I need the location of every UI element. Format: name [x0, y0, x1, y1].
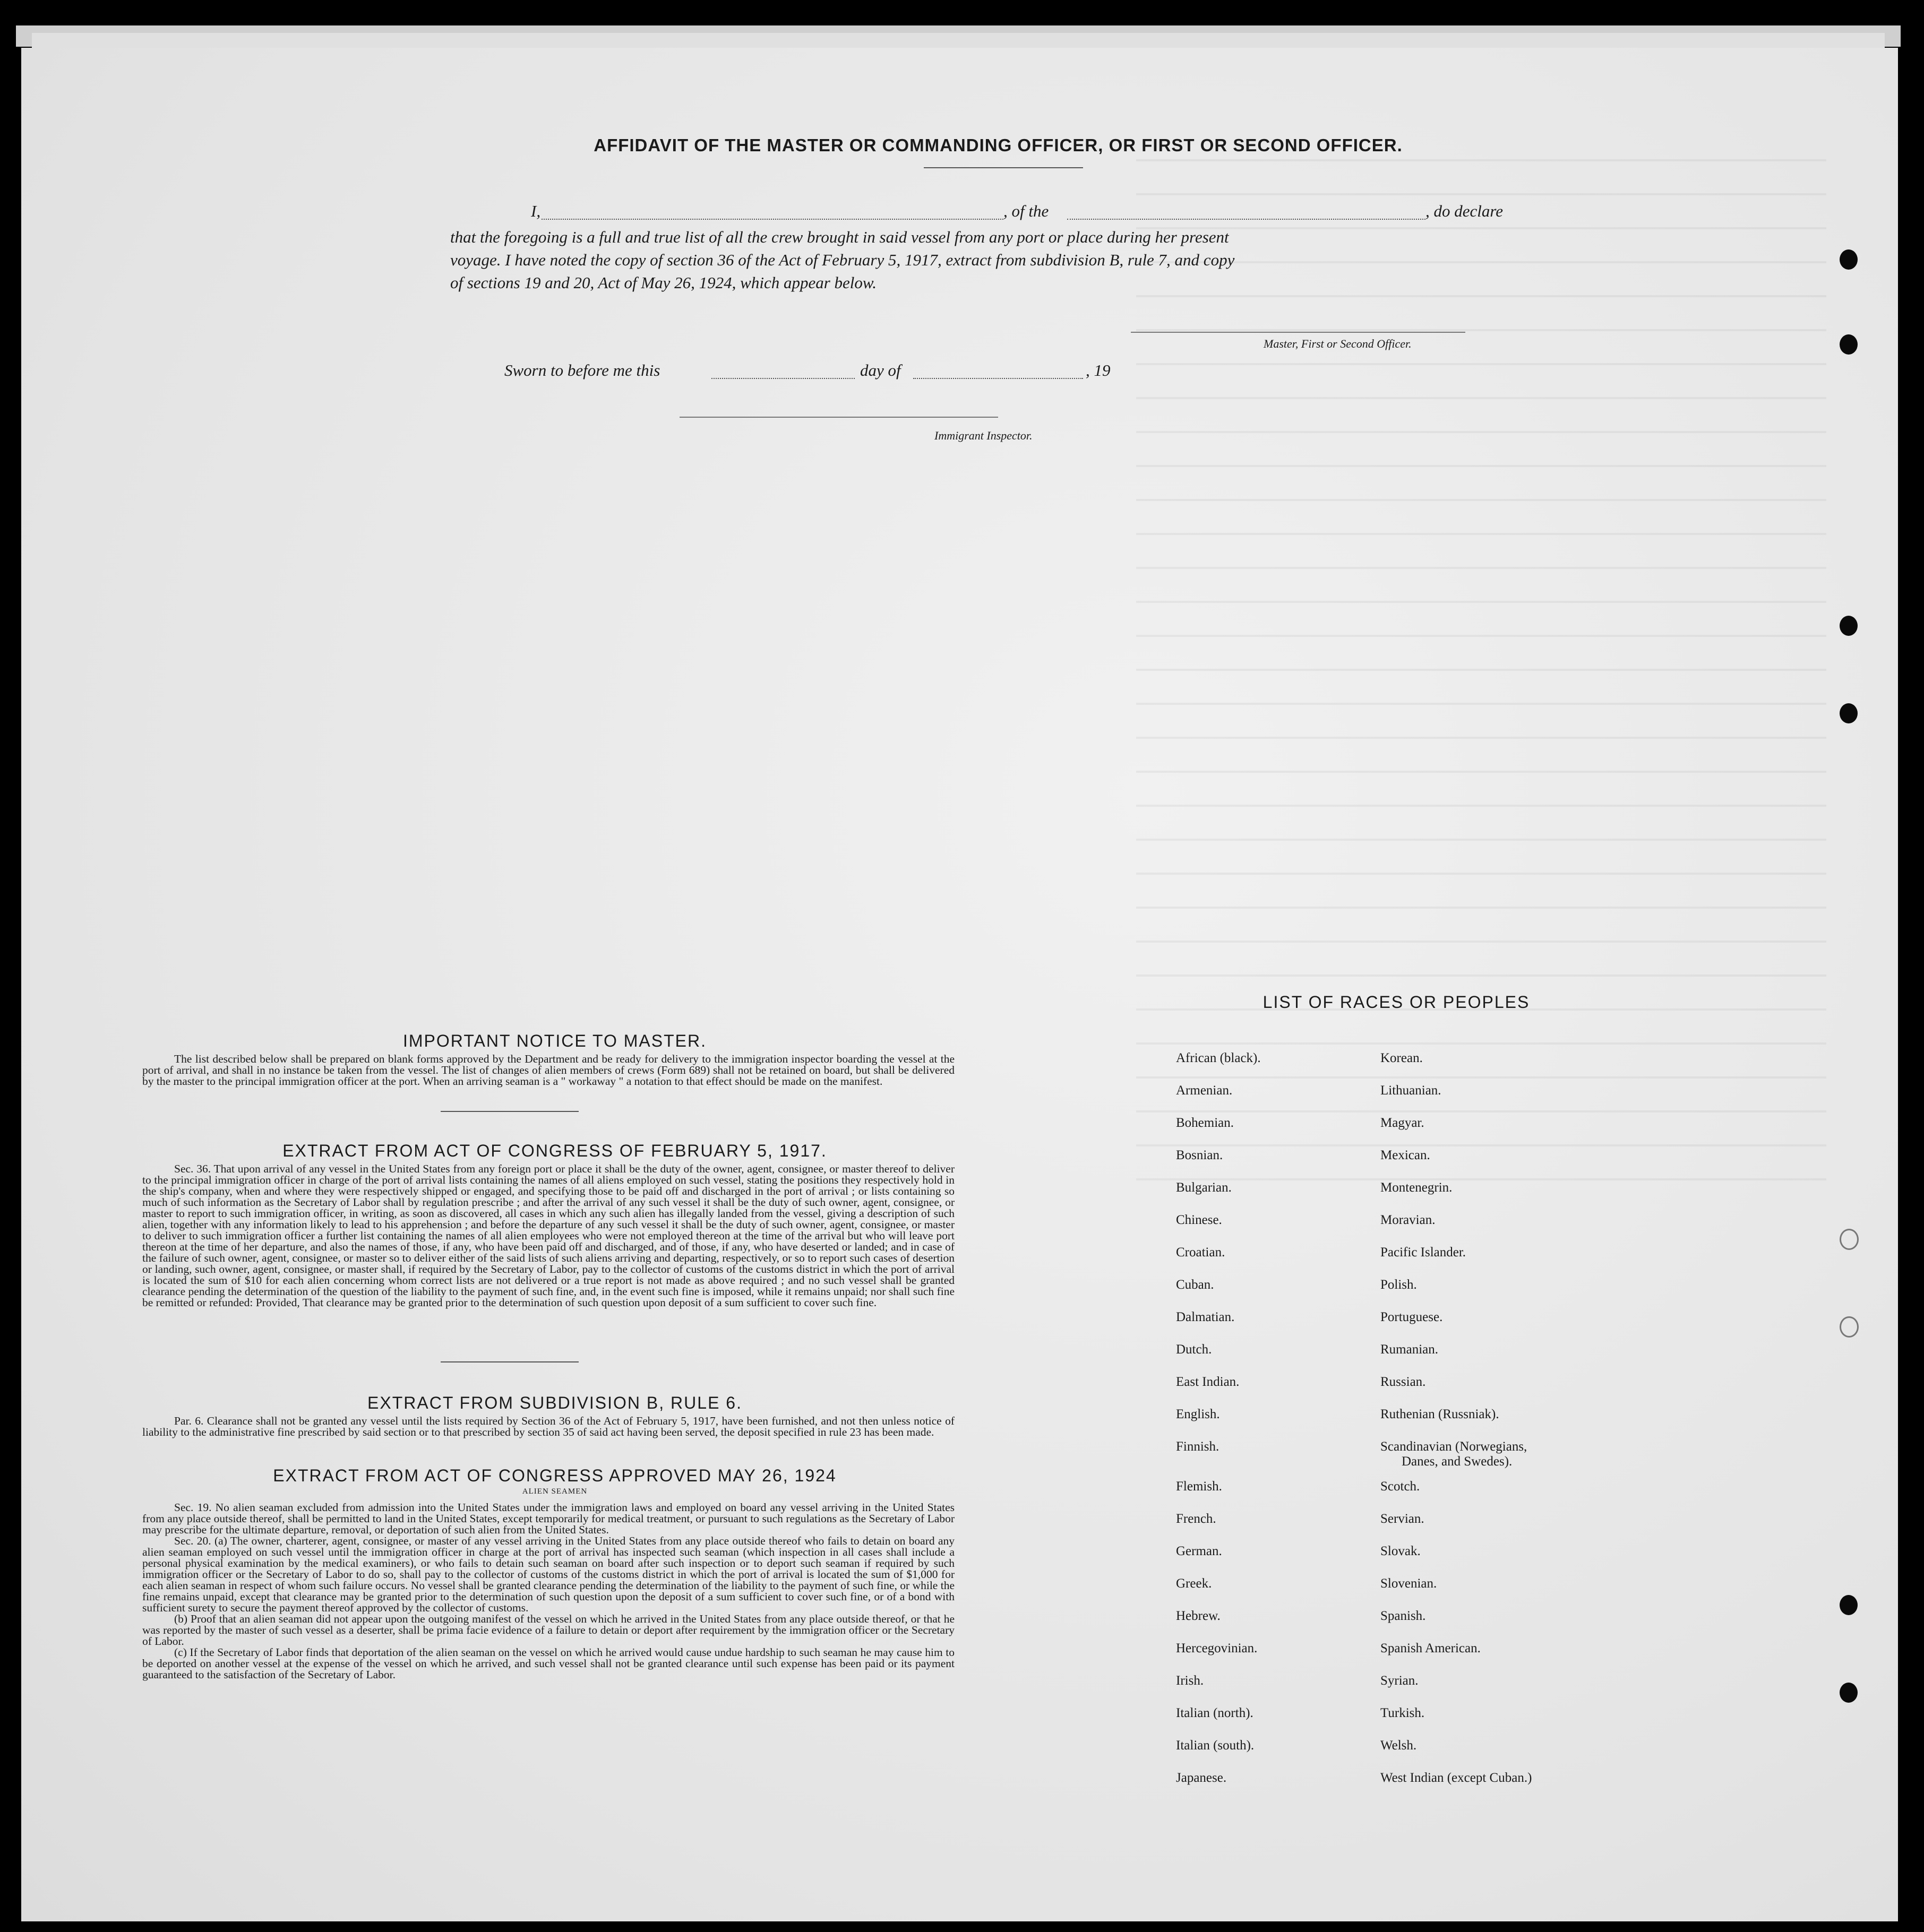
race-item: West Indian (except Cuban.) — [1380, 1771, 1532, 1785]
inspector-signature-label: Immigrant Inspector. — [934, 429, 1033, 442]
declaration-line-2: voyage. I have noted the copy of section 36 of the Act of February 5, 1917, extract from subdivision B, rule 7, and copy — [450, 251, 1235, 269]
paper-edge-mid — [32, 33, 1885, 49]
extract-1917-title: EXTRACT FROM ACT OF CONGRESS OF FEBRUARY 5, 1917. — [282, 1141, 827, 1160]
race-item: Bosnian. — [1176, 1148, 1223, 1162]
day-of-label: day of — [860, 361, 901, 380]
sworn-label: Sworn to before me this — [504, 361, 660, 380]
race-item: Welsh. — [1380, 1738, 1417, 1753]
race-item: Korean. — [1380, 1051, 1423, 1065]
race-item: Cuban. — [1176, 1278, 1214, 1292]
year-label: , 19 — [1086, 361, 1111, 380]
notice-title: IMPORTANT NOTICE TO MASTER. — [403, 1031, 707, 1050]
race-item: Japanese. — [1176, 1771, 1227, 1785]
race-item: Chinese. — [1176, 1213, 1222, 1227]
race-item: Bohemian. — [1176, 1116, 1234, 1130]
race-item: Italian (north). — [1176, 1706, 1253, 1720]
sworn-month-blank[interactable] — [913, 378, 1083, 379]
race-item: Greek. — [1176, 1576, 1212, 1591]
race-item: Turkish. — [1380, 1706, 1425, 1720]
race-item: Hebrew. — [1176, 1609, 1221, 1623]
notice-rule — [441, 1111, 579, 1112]
binder-hole-icon — [1840, 616, 1858, 636]
race-item: Spanish. — [1380, 1609, 1426, 1623]
race-item: Lithuanian. — [1380, 1083, 1441, 1098]
race-item: Danes, and Swedes). — [1402, 1454, 1513, 1469]
declaration-line — [531, 202, 1534, 225]
inspector-signature-line[interactable] — [680, 417, 998, 418]
race-item: African (black). — [1176, 1051, 1261, 1065]
binder-hole-icon — [1840, 703, 1858, 723]
declaration-line-1: that the foregoing is a full and true list of all the crew brought in said vessel from any port or place during her present — [450, 228, 1229, 246]
race-item: Rumanian. — [1380, 1342, 1439, 1357]
affidavit-title-rule — [924, 167, 1083, 168]
race-item: Magyar. — [1380, 1116, 1424, 1130]
race-item: English. — [1176, 1407, 1220, 1421]
notice-body: The list described below shall be prepared on blank forms approved by the Department and be ready for delivery to the immigration inspector boarding the vessel at the port of arrival, and shall in no instance be taken from the vessel. The list of changes of alien members of crews (Form 689) shall not be retained on board, but shall be delivered by the master to the principal immigration officer at the port. When an arriving seaman is a " workaway " a notation to that effect should be made on the manifest. — [142, 1053, 955, 1088]
sworn-line — [504, 361, 1141, 384]
binder-hole-open-icon — [1840, 1316, 1859, 1338]
race-item: Dalmatian. — [1176, 1310, 1235, 1324]
sec20a-text: Sec. 20. (a) The owner, charterer, agent, consignee, or master of any vessel arriving in the United States from any place outside thereof who fails to detain on board any alien seaman employed on such vessel until the immigration officer in charge at the port of arrival has inspected such seaman (which inspection in all cases shall include a personal physical examination by the medical examiners), or who fails to detain such seaman on board after such inspection or to deport such seaman if required by such immigration officer or the Secretary of Labor to do so, shall pay to the collector of customs of the customs district in which the port of arrival is located the sum of $1,000 for each alien seaman in respect of whom such failure occurs. No vessel shall be granted clearance pending the determination of the liability to the payment of such fine, or while the fine remains unpaid, except that clearance may be granted prior to the determination of such question upon the deposit of a sum sufficient to cover such fine, or of a bond with sufficient surety to secure the payment thereof approved by the collector of customs. — [142, 1534, 955, 1614]
race-item: Slovak. — [1380, 1544, 1421, 1558]
declaration-line-3: of sections 19 and 20, Act of May 26, 1924, which appear below. — [450, 273, 877, 292]
affidavit-title: AFFIDAVIT OF THE MASTER OR COMMANDING OFFICER, OR FIRST OR SECOND OFFICER. — [594, 135, 1403, 155]
race-item: Flemish. — [1176, 1479, 1222, 1494]
extract-1924-body — [142, 1502, 955, 1680]
race-item: Dutch. — [1176, 1342, 1212, 1357]
document-page — [21, 48, 1898, 1921]
master-signature-label: Master, First or Second Officer. — [1264, 337, 1412, 350]
of-the-label: , of the — [1003, 202, 1049, 220]
race-item: Ruthenian (Russniak). — [1380, 1407, 1499, 1421]
race-item: Russian. — [1380, 1375, 1426, 1389]
i-label: I, — [531, 202, 541, 220]
race-item: Irish. — [1176, 1674, 1204, 1688]
binder-hole-icon — [1840, 334, 1858, 355]
race-item: Scandinavian (Norwegians, — [1380, 1439, 1527, 1454]
sec19-text: Sec. 19. No alien seaman excluded from admission into the United States under the immigration laws and employed on board any vessel arriving in the United States from any place outside thereof, shall be permitted to land in the United States, except temporarily for medical treatment, or pursuant to such regulations as the Secretary of Labor may prescribe for the ultimate departure, removal, or deportation of such alien from the United States. — [142, 1501, 955, 1536]
race-item: French. — [1176, 1512, 1216, 1526]
race-item: Croatian. — [1176, 1245, 1225, 1260]
race-item: Scotch. — [1380, 1479, 1420, 1494]
alien-seamen-subtitle: ALIEN SEAMEN — [522, 1487, 588, 1496]
extract-1917-rule — [441, 1361, 579, 1362]
race-item: Mexican. — [1380, 1148, 1430, 1162]
race-item: Spanish American. — [1380, 1641, 1481, 1655]
sec20b-text: (b) Proof that an alien seaman did not appear upon the outgoing manifest of the vessel on which he arrived in the United States from any place outside thereof, or that he was reported by the master of such vessel as a deserter, shall be prima facie evidence of a failure to detain or deport after requirement by the immigration officer or the Secretary of Labor. — [142, 1612, 955, 1648]
rule6-title: EXTRACT FROM SUBDIVISION B, RULE 6. — [367, 1393, 742, 1412]
sworn-day-blank[interactable] — [711, 378, 855, 379]
extract-1917-body: Sec. 36. That upon arrival of any vessel in the United States from any foreign port or place it shall be the duty of the owner, agent, consignee, or master thereof to deliver to the principal immigration officer in charge of the port of arrival lists containing the names of all aliens employed on such vessel, stating the positions they respectively hold in the ship's company, when and where they were respectively shipped or engaged, and specifying those to be paid off and discharged in the port of arrival ; or lists containing so much of such information as the Secretary of Labor shall by regulation prescribe ; and after the arrival of any such vessel it shall be the duty of such owner, agent, consignee, or master to report to such immigration officer, in writing, as soon as discovered, all cases in which any such alien has illegally landed from the vessel, giving a description of such alien, together with any information likely to lead to his apprehension ; and before the departure of any such vessel it shall be the duty of such owner, agent, consignee, or master to deliver to such immigration officer a further list containing the names of all alien employees who were not employed thereon at the time of the arrival but who will leave port thereon at the time of her departure, and also the names of those, if any, who have been paid off and discharged, and of those, if any, who have deserted or landed; and in case of the failure of such owner, agent, consignee, or master so to deliver either of the said lists of such aliens arriving and departing, respectively, or so to report such cases of desertion or landing, such owner, agent, consignee, or master shall, if required by the Secretary of Labor, pay to the collector of customs of the customs district in which the port of arrival is located the sum of $10 for each alien concerning whom correct lists are not delivered or a true report is not made as above required ; and no such vessel shall be granted clearance pending the determination of the question of the liability to the payment of such fine, and, in the event such fine is imposed, while it remains unpaid; nor shall such fine be remitted or refunded: Provided, That clearance may be granted prior to the determination of such question upon deposit of a sum sufficient to cover such fine. — [142, 1162, 955, 1309]
race-item: Slovenian. — [1380, 1576, 1437, 1591]
race-item: Syrian. — [1380, 1674, 1419, 1688]
race-item: East Indian. — [1176, 1375, 1240, 1389]
race-item: Montenegrin. — [1380, 1180, 1453, 1195]
race-item: Hercegovinian. — [1176, 1641, 1258, 1655]
binder-hole-icon — [1840, 1595, 1858, 1615]
binder-hole-icon — [1840, 249, 1858, 270]
declaration-text — [450, 226, 1539, 294]
race-item: Pacific Islander. — [1380, 1245, 1466, 1260]
race-item: German. — [1176, 1544, 1222, 1558]
race-item: Finnish. — [1176, 1439, 1219, 1454]
race-item: Moravian. — [1380, 1213, 1436, 1227]
master-signature-line[interactable] — [1131, 332, 1465, 333]
race-item: Polish. — [1380, 1278, 1417, 1292]
race-item: Servian. — [1380, 1512, 1424, 1526]
races-title: LIST OF RACES OR PEOPLES — [1262, 993, 1530, 1012]
do-declare-label: , do declare — [1425, 202, 1504, 220]
rule6-body: Par. 6. Clearance shall not be granted any vessel until the lists required by Section 36 of the Act of February 5, 1917, have been furnished, and not then unless notice of liability to the administrative fine prescribed by said section or to that prescribed by section 35 of said act having been served, the deposit specified in rule 23 has been made. — [142, 1414, 955, 1438]
race-item: Portuguese. — [1380, 1310, 1443, 1324]
race-item: Armenian. — [1176, 1083, 1233, 1098]
extract-1924-title: EXTRACT FROM ACT OF CONGRESS APPROVED MAY 26, 1924 — [273, 1466, 837, 1485]
binder-hole-icon — [1840, 1683, 1858, 1703]
vessel-blank[interactable] — [1067, 219, 1425, 220]
race-item: Bulgarian. — [1176, 1180, 1232, 1195]
race-item: Italian (south). — [1176, 1738, 1255, 1753]
name-blank[interactable] — [542, 219, 1003, 220]
sec20c-text: (c) If the Secretary of Labor finds that deportation of the alien seaman on the vessel on which he arrived would cause undue hardship to such seaman he may cause him to be deported on another vessel at the expense of the vessel on which he arrived, and such vessel shall not be granted clearance until such expense has been paid or its payment guaranteed to the satisfaction of the Secretary of Labor. — [142, 1646, 955, 1681]
binder-hole-open-icon — [1840, 1229, 1859, 1250]
